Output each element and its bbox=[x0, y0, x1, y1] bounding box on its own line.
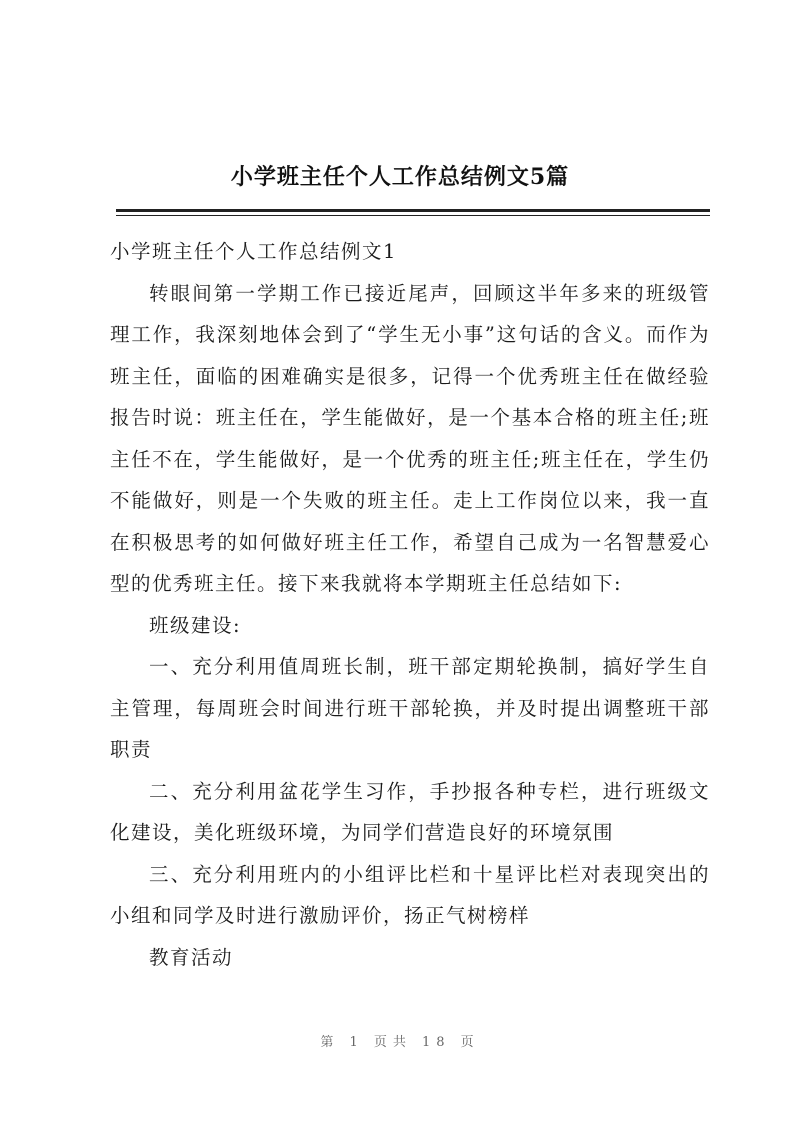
paragraph-education: 教育活动 bbox=[149, 945, 234, 969]
paragraph-item-1: 一、充分利用值周班长制，班干部定期轮换制，搞好学生自主管理，每周班会时间进行班干部轮换，并及时提出调整班干部职责 bbox=[110, 655, 710, 761]
paragraph-item-3: 三、充分利用班内的小组评比栏和十星评比栏对表现突出的小组和同学及时进行激励评价，扬正气树榜样 bbox=[110, 862, 710, 927]
title-divider bbox=[116, 209, 710, 212]
section-heading: 小学班主任个人工作总结例文1 bbox=[110, 240, 397, 263]
paragraph-intro: 转眼间第一学期工作已接近尾声，回顾这半年多来的班级管理工作，我深刻地体会到了“学生无小事”这句话的含义。而作为班主任，面临的困难确实是很多，记得一个优秀班主任在做经验报告时说：班主任在，学生能做好，是一个基本合格的班主任;班主任不在，学生能做好，是一个优秀的班主任;班主任在，学生仍不能做好，则是一个失败的班主任。走上工作岗位以来，我一直在积极思考的如何做好班主任工作，希望自己成为一名智慧爱心型的优秀班主任。接下来我就将本学期班主任总结如下: bbox=[110, 281, 710, 595]
title-divider-thin bbox=[116, 215, 710, 216]
paragraph-class-building: 班级建设: bbox=[149, 613, 242, 637]
document-title: 小学班主任个人工作总结例文5篇 bbox=[230, 164, 570, 190]
document-body bbox=[110, 231, 710, 978]
page-number: 第 1 页共 18 页 bbox=[320, 1035, 480, 1050]
paragraph-item-2: 二、充分利用盆花学生习作，手抄报各种专栏，进行班级文化建设，美化班级环境，为同学们营造良好的环境氛围 bbox=[110, 779, 710, 844]
